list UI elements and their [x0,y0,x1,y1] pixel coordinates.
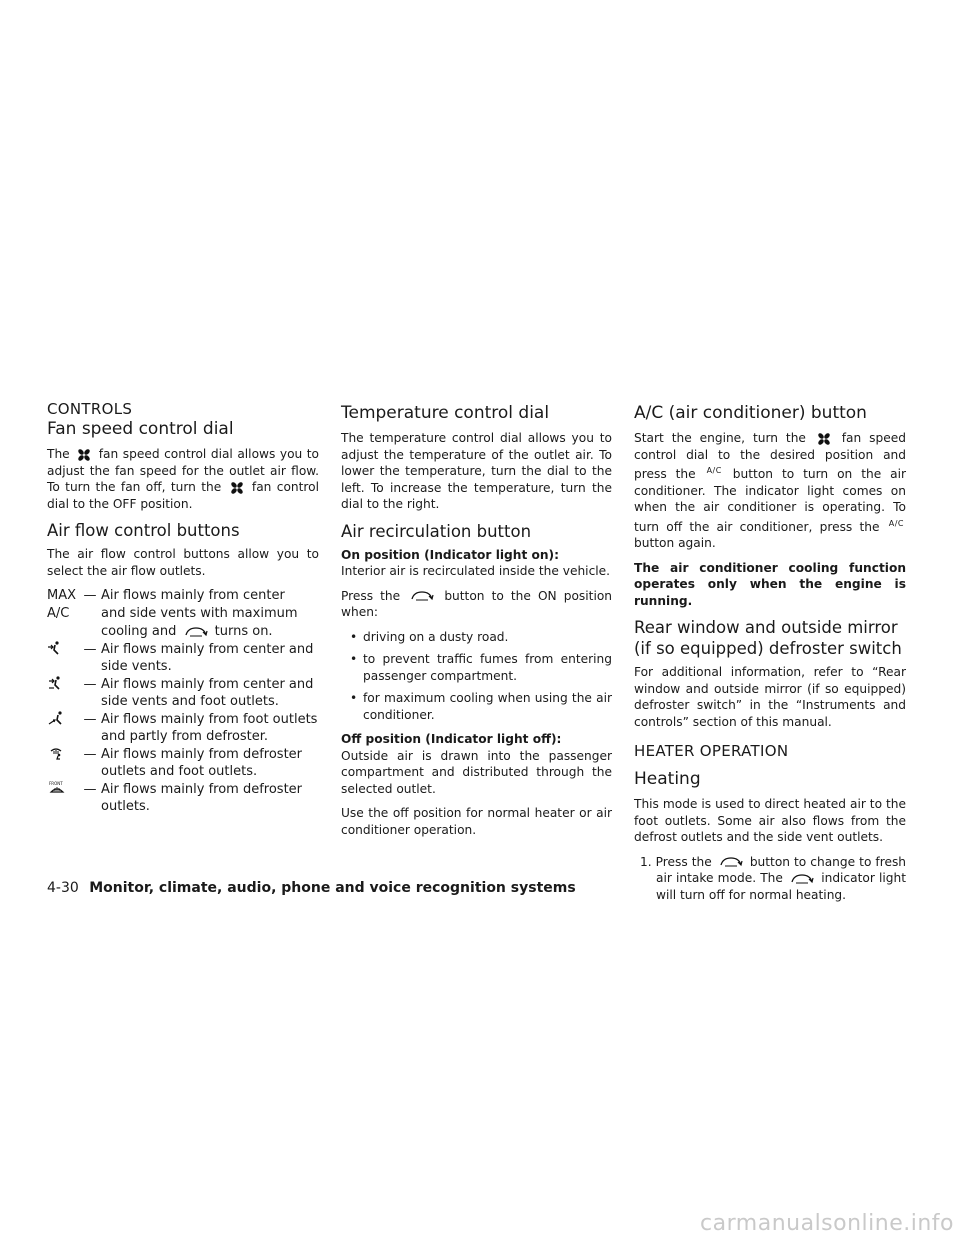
airflow-row-defrost-foot: — Air flows mainly from defroster outlets and foot outlets. [47,746,319,780]
heating-paragraph: This mode is used to direct heated air to the foot outlets. Some air also flows from the defrost outlets and the side vent outlets. [634,797,906,845]
fan-icon [817,432,831,446]
recirculation-icon [719,856,743,868]
airflow-row-bilevel: — Air flows mainly from center and side vents and foot outlets. [47,676,319,710]
ac-note: The air conditioner cooling function operates only when the engine is running. [634,560,906,608]
heading-air-flow: Air flow control buttons [47,521,240,540]
foot-mode-icon [47,711,65,725]
temperature-paragraph: The temperature control dial allows you to adjust the temperature of the outlet air. To lower the temperature, turn the dial to the left. To increase the temperature, turn the dial to the right. [341,431,612,511]
heading-rear-defroster: Rear window and outside mirror (if so equipped) defroster switch [634,618,902,659]
page-number: 4-30 [47,880,79,896]
airflow-row-defrost: FRONT — Air flows mainly from defroster outlets. [49,781,303,814]
recirculation-icon [410,590,434,602]
middle-column [341,400,612,846]
airflow-row-cooling: cooling and turns on. [101,624,273,639]
watermark: carmanualsonline.info [700,1211,954,1236]
airflow-intro: The air flow control buttons allow you to select the air flow outlets. [47,547,319,578]
off-position-text: Outside air is drawn into the passenger compartment and distributed through the selected outlet. [341,748,612,796]
list-item: • to prevent traffic fumes from entering passenger compartment. [341,651,612,684]
fan-icon [230,481,244,495]
on-position-text: Interior air is recirculated inside the vehicle. [341,564,611,578]
conditions-list [341,629,612,724]
airflow-row-foot: — Air flows mainly from foot outlets and partly from defroster. [47,711,319,745]
heading-ac-button: A/C (air conditioner) button [634,403,867,423]
fan-paragraph: The fan speed control dial allows you to adjust the fan speed for the outlet air flow. To turn the fan off, turn the fan control dial to the OFF position. [47,447,320,511]
footer-title: Monitor, climate, audio, phone and voice recognition systems [89,880,576,896]
list-item: • for maximum cooling when using the air conditioner. [341,690,612,723]
list-item: • driving on a dusty road. [341,629,612,646]
heading-fan-speed: Fan speed control dial [47,419,234,439]
svg-text:FRONT: FRONT [49,781,63,786]
ac-icon: A/C [706,466,722,475]
airflow-row-vent: — Air flows mainly from center and side vents. [47,641,319,675]
airflow-row-ac: A/C and side vents with maximum [47,606,298,621]
press-paragraph: Press the button to the ON position when: [341,588,613,619]
airflow-row-max: MAX — Air flows mainly from center [47,588,285,603]
rear-defroster-paragraph: For additional information, refer to “Rear window and outside mirror (if so equipped) defroster switch” in the “Instruments and controls” section of this manual. [634,665,906,729]
right-column [634,400,906,909]
page-footer [47,879,576,897]
defrost-foot-mode-icon [47,746,65,760]
vent-mode-icon [47,641,63,655]
ac-icon: A/C [888,518,904,528]
use-off-text: Use the off position for normal heater or air conditioner operation. [341,806,612,837]
left-column [47,400,319,816]
heating-step-1: 1. Press the button to change to fresh air intake mode. The indicator light will turn off for normal heating. [640,854,907,902]
fan-icon [77,448,91,462]
ac-paragraph: Start the engine, turn the fan speed control dial to the desired position and press the $^{A/C}$ button to turn on the air conditioner. The indicator light comes on when the air conditioner is operating. To turn off the air conditioner, press the $^{A/C}$ button again. [634,431,907,551]
bi-level-mode-icon [47,676,65,690]
heading-heating: Heating [634,769,701,790]
recirculation-icon [790,873,814,885]
heading-recirculation: Air recirculation button [341,521,532,541]
section-title-controls: CONTROLS [47,400,133,418]
heading-temperature: Temperature control dial [341,403,550,423]
front-defrost-icon [47,781,67,795]
on-position-label: On position (Indicator light on): [341,547,560,562]
section-title-heater: HEATER OPERATION [634,742,789,761]
off-position-label: Off position (Indicator light off): [341,732,562,746]
recirculation-icon [184,626,208,638]
